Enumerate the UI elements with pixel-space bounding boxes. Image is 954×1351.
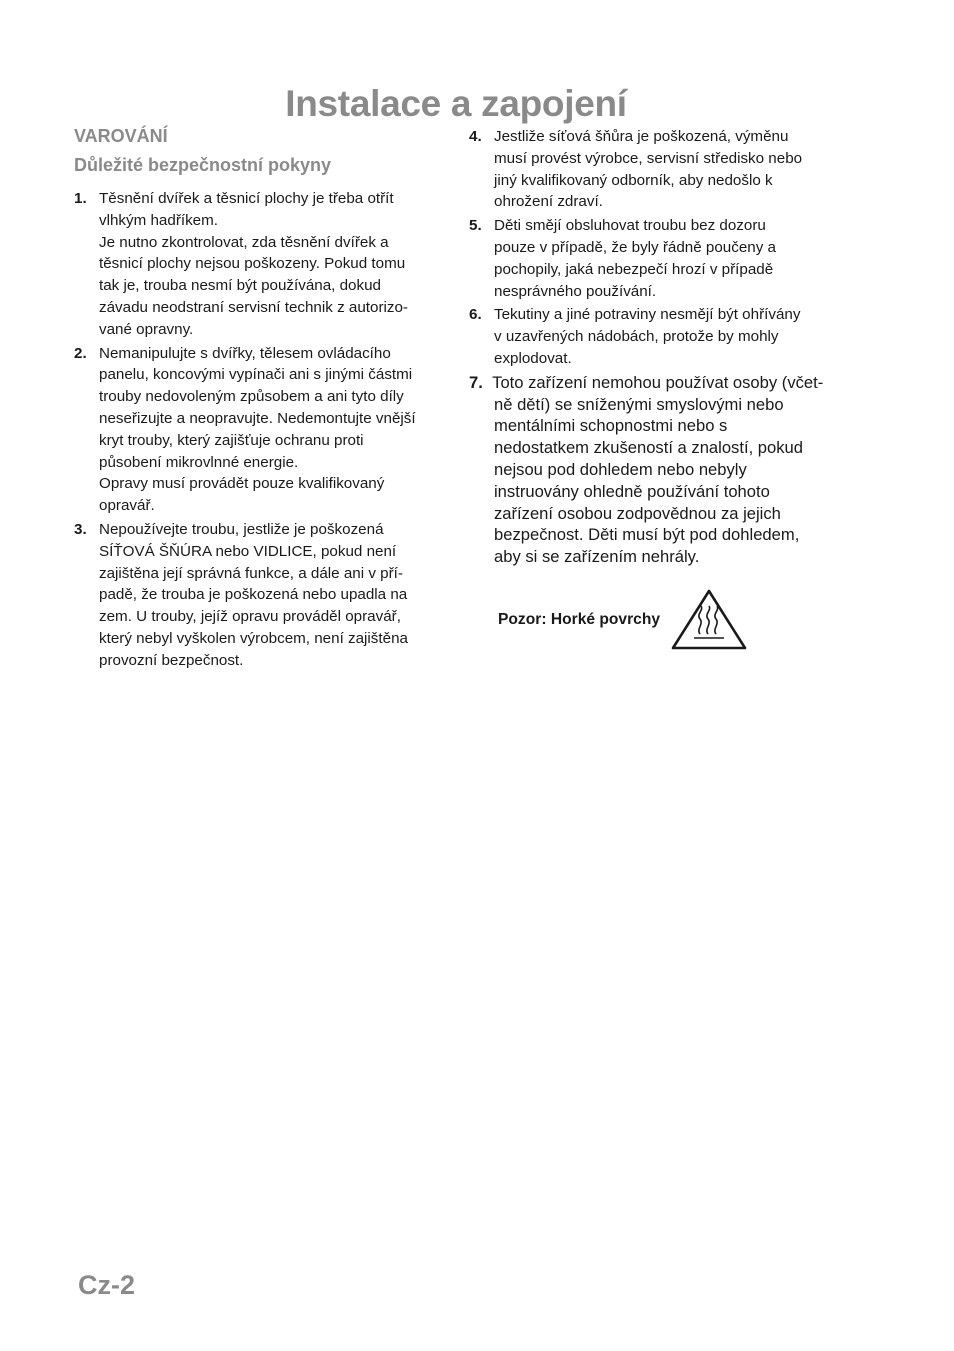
- safety-list-right: [469, 126, 845, 568]
- list-item-text: Těsnění dvířek a těsnicí plochy je třeba otřít vlhkým hadříkem. Je nutno zkontrolovat, zda těsnění dvířek a těsnicí plochy nejsou poškozeny. Pokud tomu tak je, trouba nesmí být používána, dokud závadu neodstraní servisní technik z autorizo- vané opravny.: [99, 190, 408, 338]
- list-item-text: [469, 372, 845, 568]
- list-item-number: 5.: [469, 217, 482, 235]
- list-item-text: Nemanipulujte s dvířky, tělesem ovládacího panelu, koncovými vypínači ani s jinými částmi trouby nedovoleným způsobem a ani tyto díly neseřizujte a neopravujte. Nedemontujte vnější kryt trouby, který zajišťuje ochranu proti působení mikrovlnné energie. Opravy musí provádět pouze kvalifikovaný opravář.: [99, 344, 416, 515]
- list-item-line: mentálními schopnostmi nebo s: [494, 416, 728, 436]
- safety-list-left: [74, 188, 450, 672]
- list-item-line: instruovány ohledně používání tohoto: [494, 481, 770, 501]
- warning-label: Pozor: Horké povrchy: [498, 611, 661, 628]
- list-item: [469, 126, 845, 213]
- hot-surface-warning: [498, 588, 748, 652]
- list-item-line: zařízení osobou zodpovědnou za jejich: [494, 503, 781, 523]
- list-item-text: Děti smějí obsluhovat troubu bez dozoru pouze v případě, že byly řádně poučeny a pochopily, jaká nebezpečí hrozí v případě nesprávného používání.: [494, 217, 776, 300]
- left-column: [74, 126, 450, 674]
- list-item-number: 7.: [469, 372, 483, 392]
- list-item: [74, 519, 450, 672]
- page-number: Cz-2: [78, 1270, 136, 1300]
- list-item-text: Nepoužívejte troubu, jestliže je poškozená SÍŤOVÁ ŠŇÚRA nebo VIDLICE, pokud není zajištěna její správná funkce, a dále ani v pří- padě, že trouba je poškozená nebo upadla na zem. U trouby, jejíž opravu prováděl opravář, který nebyl vyškolen výrobcem, není zajištěna provozní bezpečnost.: [99, 520, 408, 669]
- list-item: [74, 343, 450, 517]
- list-item-line: aby si se zařízením nehrály.: [494, 547, 700, 567]
- list-item: [74, 188, 450, 341]
- list-item: [469, 215, 845, 302]
- right-column: [469, 126, 845, 570]
- list-item-line: nejsou pod dohledem nebo nebyly: [494, 459, 747, 479]
- list-item-text: Tekutiny a jiné potraviny nesmějí být ohřívány v uzavřených nádobách, protože by mohly explodovat.: [494, 306, 801, 367]
- section-subheading: Důležité bezpečnostní pokyny: [74, 155, 332, 175]
- list-item-number: 1.: [74, 190, 87, 207]
- page-title: Instalace a zapojení: [285, 82, 627, 124]
- list-item-line: ně dětí) se sníženými smyslovými nebo: [494, 394, 784, 414]
- list-item-number: 2.: [74, 344, 87, 362]
- list-item-text: Jestliže síťová šňůra je poškozená, výměnu musí provést výrobce, servisní středisko nebo jiný kvalifikovaný odborník, aby nedošlo k ohrožení zdraví.: [494, 128, 803, 211]
- list-item-line: nedostatkem zkušeností a znalostí, pokud: [494, 438, 804, 458]
- list-item-line: 7. Toto zařízení nemohou používat osoby (včet-: [469, 372, 824, 392]
- list-item-number: 4.: [469, 128, 482, 145]
- list-item-number: 6.: [469, 306, 482, 324]
- list-item-number: 3.: [74, 520, 87, 538]
- list-item: [469, 304, 845, 369]
- list-item-line: bezpečnost. Děti musí být pod dohledem,: [494, 525, 800, 545]
- list-item: [469, 372, 845, 568]
- hot-surface-warning-icon: [670, 588, 748, 652]
- section-heading: VAROVÁNÍ: [74, 126, 168, 146]
